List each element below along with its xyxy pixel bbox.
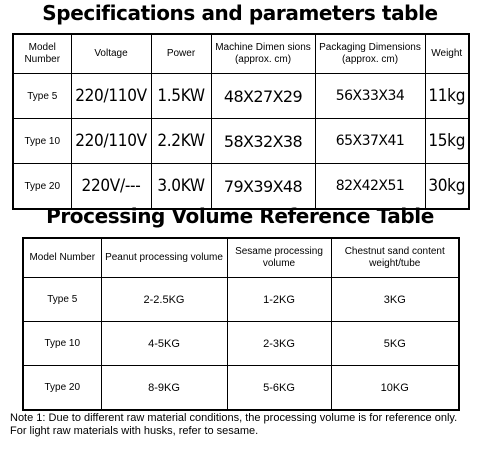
header-model: Model Number [23,238,101,278]
model-cell: Type 5 [23,278,101,322]
table-row [13,164,469,210]
header-machine-dimensions: Machine Dimen sions (approx. cm) [211,34,315,74]
header-sesame: Sesame processing volume [227,238,331,278]
peanut-cell: 4-5KG [101,322,227,366]
machine-dimensions-cell: 58X32X38 [211,119,315,164]
spec-table-title: Specifications and parameters table [42,1,438,25]
weight-cell: 11kg [425,74,469,119]
table-row [13,119,469,164]
peanut-cell: 2-2.5KG [101,278,227,322]
chestnut-cell: 3KG [331,278,459,322]
table-row [23,278,459,322]
header-peanut: Peanut processing volume [101,238,227,278]
header-packaging-dimensions: Packaging Dimensions (approx. cm) [315,34,425,74]
table-row [23,322,459,366]
voltage-cell: 220V/--- [71,164,151,210]
machine-dimensions-cell: 79X39X48 [211,164,315,210]
table-row [13,74,469,119]
chestnut-cell: 5KG [331,322,459,366]
model-cell: Type 5 [13,74,71,119]
power-cell: 2.2KW [151,119,211,164]
power-cell: 1.5KW [151,74,211,119]
header-power: Power [151,34,211,74]
spec-table [12,33,470,210]
voltage-cell: 220/110V [71,119,151,164]
header-voltage: Voltage [71,34,151,74]
power-cell: 3.0KW [151,164,211,210]
chestnut-cell: 10KG [331,366,459,411]
sesame-cell: 2-3KG [227,322,331,366]
sesame-cell: 1-2KG [227,278,331,322]
processing-volume-table [22,237,460,411]
spec-header-row [13,34,469,74]
weight-cell: 30kg [425,164,469,210]
processing-header-row [23,238,459,278]
model-cell: Type 20 [23,366,101,411]
peanut-cell: 8-9KG [101,366,227,411]
sesame-cell: 5-6KG [227,366,331,411]
model-cell: Type 10 [13,119,71,164]
packaging-dimensions-cell: 82X42X51 [315,164,425,210]
model-cell: Type 10 [23,322,101,366]
weight-cell: 15kg [425,119,469,164]
footnote: Note 1: Due to different raw material conditions, the processing volume is for reference only. For light raw materials with husks, refer to sesame. [10,412,458,437]
voltage-cell: 220/110V [71,74,151,119]
header-chestnut: Chestnut sand content weight/tube [331,238,459,278]
packaging-dimensions-cell: 56X33X34 [315,74,425,119]
header-weight: Weight [425,34,469,74]
model-cell: Type 20 [13,164,71,210]
table-row [23,366,459,411]
machine-dimensions-cell: 48X27X29 [211,74,315,119]
header-model: Model Number [13,34,71,74]
packaging-dimensions-cell: 65X37X41 [315,119,425,164]
processing-table-title: Processing Volume Reference Table [46,204,434,228]
